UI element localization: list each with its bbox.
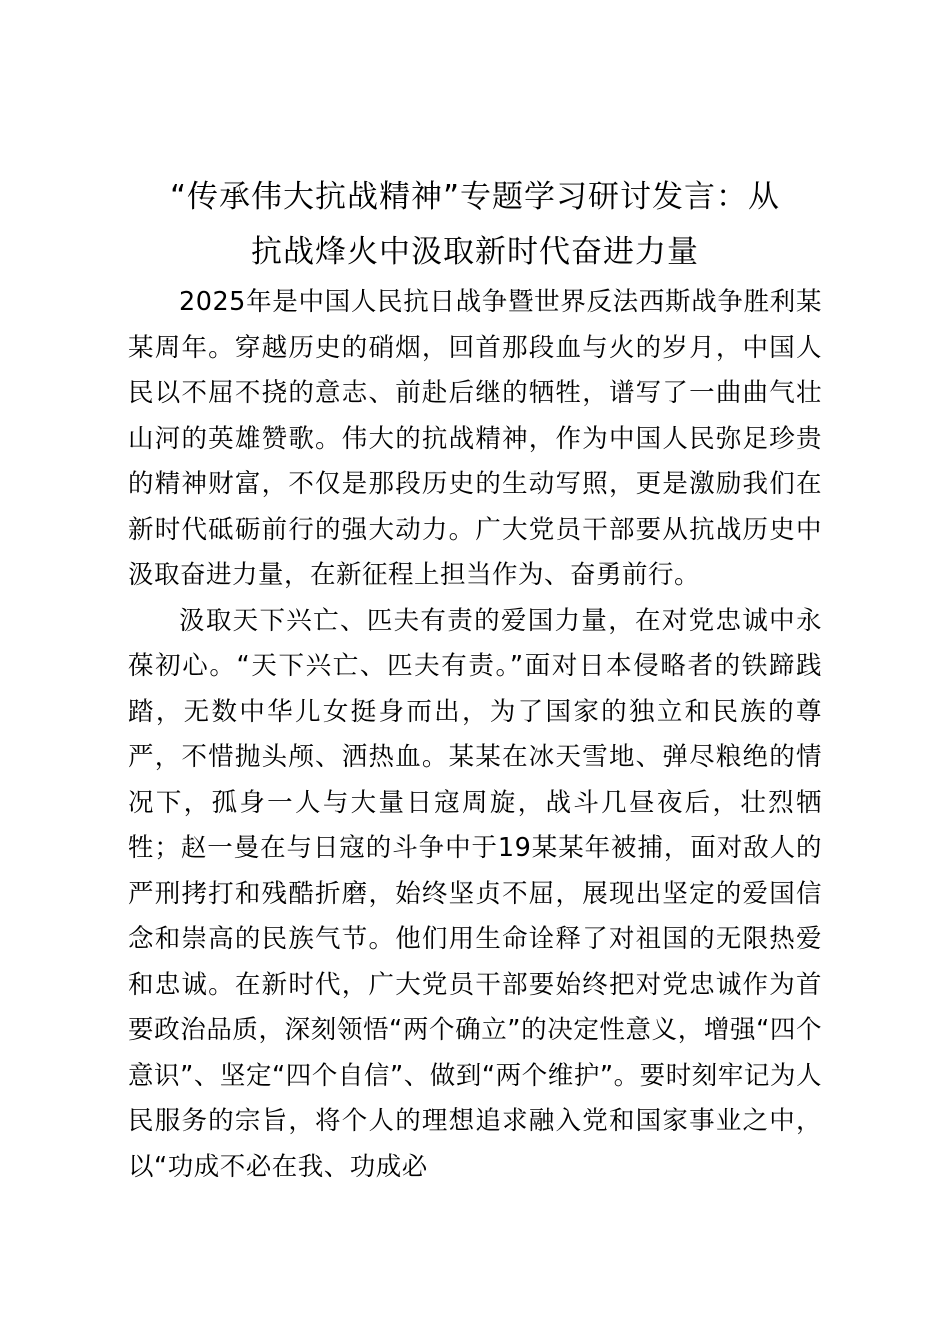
paragraph-intro: 2025年是中国人民抗日战争暨世界反法西斯战争胜利某某周年。穿越历史的硝烟，回首那段血与火的岁月，中国人民以不屈不挠的意志、前赴后继的牺牲，谱写了一曲曲气壮山河的英雄赞歌。伟大的抗战精神，作为中国人民弥足珍贵的精神财富，不仅是那段历史的生动写照，更是激励我们在新时代砥砺前行的强大动力。广大党员干部要从抗战历史中汲取奋进力量，在新征程上担当作为、奋勇前行。 (128, 287, 822, 590)
paragraph-patriotism: 汲取天下兴亡、匹夫有责的爱国力量，在对党忠诚中永葆初心。“天下兴亡、匹夫有责。”面对日本侵略者的铁蹄践踏，无数中华儿女挺身而出，为了国家的独立和民族的尊严，不惜抛头颅、洒热血。某某在冰天雪地、弹尽粮绝的情况下，孤身一人与大量日寇周旋，战斗几昼夜后，壮烈牺牲；赵一曼在与日寇的斗争中于19某某年被捕，面对敌人的严刑拷打和残酷折磨，始终坚贞不屈，展现出坚定的爱国信念和崇高的民族气节。他们用生命诠释了对祖国的无限热爱和忠诚。在新时代，广大党员干部要始终把对党忠诚作为首要政治品质，深刻领悟“两个确立”的决定性意义，增强“四个意识”、坚定“四个自信”、做到“两个维护”。要时刻牢记为人民服务的宗旨，将个人的理想追求融入党和国家事业之中，以“功成不必在我、功成必 (128, 605, 822, 1182)
document-title (128, 170, 822, 280)
title-line-2: 抗战烽火中汲取新时代奋进力量 (251, 234, 699, 270)
title-line-1: “传承伟大抗战精神”专题学习研讨发言：从 (169, 179, 781, 215)
document-page (128, 170, 822, 1190)
